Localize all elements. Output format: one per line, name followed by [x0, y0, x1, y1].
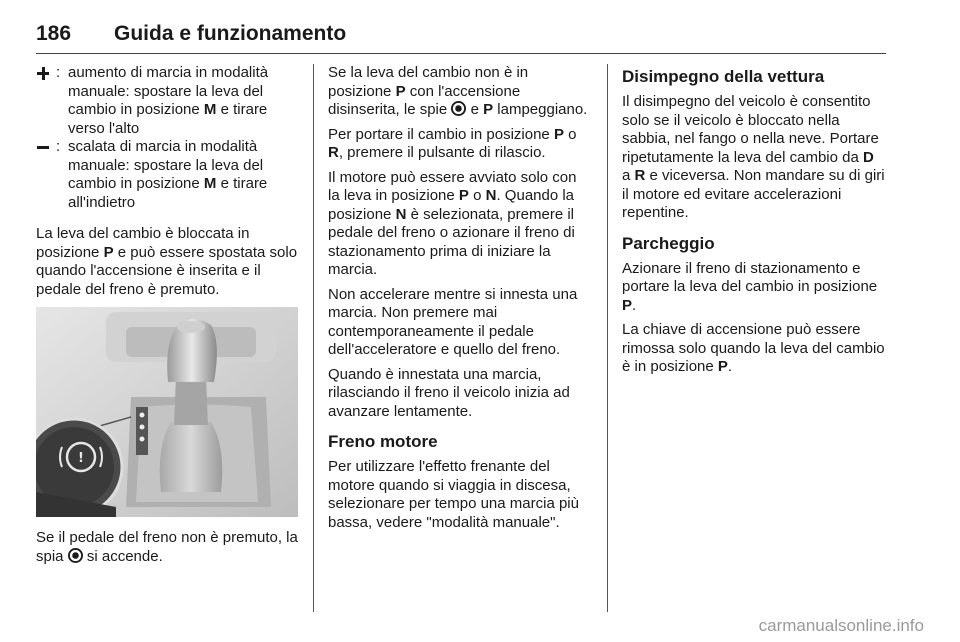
column-3: [622, 64, 886, 383]
parking-paragraph: Azionare il freno di stazionamento e portare la leva del cambio in posizione P.: [622, 259, 878, 314]
page-header: [36, 22, 886, 52]
key-removal-paragraph: La chiave di accensione può essere rimossa solo quando la leva del cambio è in posizione P.: [622, 321, 885, 375]
header-rule: [36, 53, 886, 54]
minus-icon: [36, 138, 56, 156]
gear-lever-photo: [36, 307, 298, 517]
parking-heading: Parcheggio: [622, 233, 715, 253]
creep-paragraph: Quando è innestata una marcia, rilasciando il freno il veicolo inizia ad avanzare lentamente.: [328, 365, 570, 420]
svg-text:!: !: [78, 451, 84, 466]
column-divider-1: [313, 64, 314, 612]
column-2: [328, 64, 592, 538]
column-1: [36, 64, 298, 572]
plus-icon: [36, 64, 56, 82]
brake-warning-paragraph: Se il pedale del freno non è premuto, la spia si accende.: [36, 529, 298, 565]
no-accelerate-paragraph: Non accelerare mentre si innesta una marcia. Non premere mai contemporaneamente il pedale dell'acceleratore e quello del freno.: [328, 285, 578, 358]
brake-pedal-lamp-icon: [451, 101, 466, 116]
engine-start-paragraph: Il motore può essere avviato solo con la leva in posizione P o N. Quando la posizione N è selezionata, premere il pedale del freno o azionare il freno di stazionamento prima di iniziare la marcia.: [328, 168, 577, 278]
engine-brake-heading: Freno motore: [328, 432, 438, 451]
engine-brake-paragraph: Per utilizzare l'effetto frenante del motore quando si viaggia in discesa, selezionare per tempo una marcia più bassa, vedere "modalità manuale".: [328, 458, 579, 531]
column-divider-2: [607, 64, 608, 612]
brake-pedal-lamp-icon: [68, 548, 83, 563]
upshift-text: aumento di marcia in modalità manuale: spostare la leva del cambio in posizione M e tirare verso l'alto: [68, 64, 269, 137]
list-item-downshift: : scalata di marcia in modalità manuale: spostare la leva del cambio in posizione M e tirare all'indietro: [36, 138, 298, 212]
page-number: 186: [36, 22, 72, 45]
lamps-flash-paragraph: Se la leva del cambio non è in posizione P con l'accensione disinserita, le spie e P lampeggiano.: [328, 64, 588, 118]
section-title: Guida e funzionamento: [114, 22, 347, 45]
watermark: carmanualsonline.info: [758, 616, 924, 635]
release-button-paragraph: Per portare il cambio in posizione P o R, premere il pulsante di rilascio.: [328, 125, 577, 161]
list-item-upshift: : aumento di marcia in modalità manuale: spostare la leva del cambio in posizione M e tirare verso l'alto: [36, 64, 298, 138]
rocking-paragraph: Il disimpegno del veicolo è consentito solo se il veicolo è bloccato nella sabbia, nel fango o nella neve. Portare ripetutamente la leva del cambio da D a R e viceversa. Non mandare su di giri il motore ed evitare accelerazioni repentine.: [622, 93, 885, 221]
downshift-text: scalata di marcia in modalità manuale: spostare la leva del cambio in posizione M e tirare all'indietro: [68, 138, 268, 211]
rocking-heading: Disimpegno della vettura: [622, 67, 825, 86]
lever-lock-paragraph: La leva del cambio è bloccata in posizione P e può essere spostata solo quando l'accensione è inserita e il pedale del freno è premuto.: [36, 225, 298, 298]
